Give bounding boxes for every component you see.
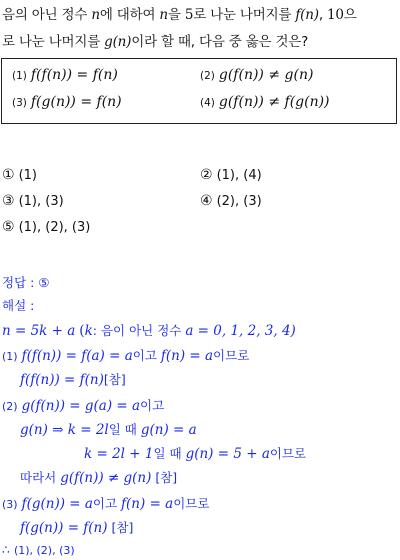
choice-5[interactable]: ⑤ (1), (2), (3) — [2, 219, 91, 235]
statement-1: (1) f(f(n)) = f(n) — [12, 67, 118, 83]
solution-line-10: ∴ (1), (2), (3) — [2, 542, 75, 557]
solution-line-2: (1) f(f(n)) = f(a) = a이고 f(n) = a이므로 — [2, 348, 250, 364]
answer-line: 정답 : ⑤ — [2, 275, 50, 290]
solution-line-5: g(n) ⇒ k = 2l일 때 g(n) = a — [20, 422, 197, 438]
choice-2[interactable]: ② (1), (4) — [200, 167, 262, 183]
statement-box — [1, 58, 397, 124]
question-text — [2, 2, 398, 56]
choice-3[interactable]: ③ (1), (3) — [2, 193, 64, 209]
solution-line-7: 따라서 g(f(n)) ≠ g(n) [참] — [20, 470, 178, 486]
solution-line-8: (3) f(g(n)) = a이고 f(n) = a이므로 — [2, 496, 210, 512]
solution-line-3: f(f(n)) = f(n)[참] — [20, 372, 126, 388]
choice-1[interactable]: ① (1) — [2, 167, 37, 183]
choice-4[interactable]: ④ (2), (3) — [200, 193, 262, 209]
statement-3: (3) f(g(n)) = f(n) — [12, 94, 122, 110]
question-line-1: 음의 아닌 정수 n에 대하여 n을 5로 나눈 나머지를 f(n), 10으 — [2, 7, 357, 23]
question-line-2: 로 나눈 나머지를 g(n)이라 할 때, 다음 중 옳은 것은? — [2, 34, 309, 50]
solution-line-1: n = 5k + a (k: 음이 아닌 정수 a = 0, 1, 2, 3, 4) — [2, 323, 296, 339]
explanation-label: 해설 : — [2, 298, 35, 313]
statement-4: (4) g(f(n)) ≠ f(g(n)) — [200, 94, 330, 110]
therefore-symbol: ∴ — [2, 542, 10, 557]
statement-2: (2) g(f(n)) ≠ g(n) — [200, 67, 314, 83]
solution-line-4: (2) g(f(n)) = g(a) = a이고 — [2, 398, 165, 414]
solution-line-6: k = 2l + 1일 때 g(n) = 5 + a이므로 — [84, 446, 307, 462]
solution-line-9: f(g(n)) = f(n) [참] — [20, 520, 134, 536]
